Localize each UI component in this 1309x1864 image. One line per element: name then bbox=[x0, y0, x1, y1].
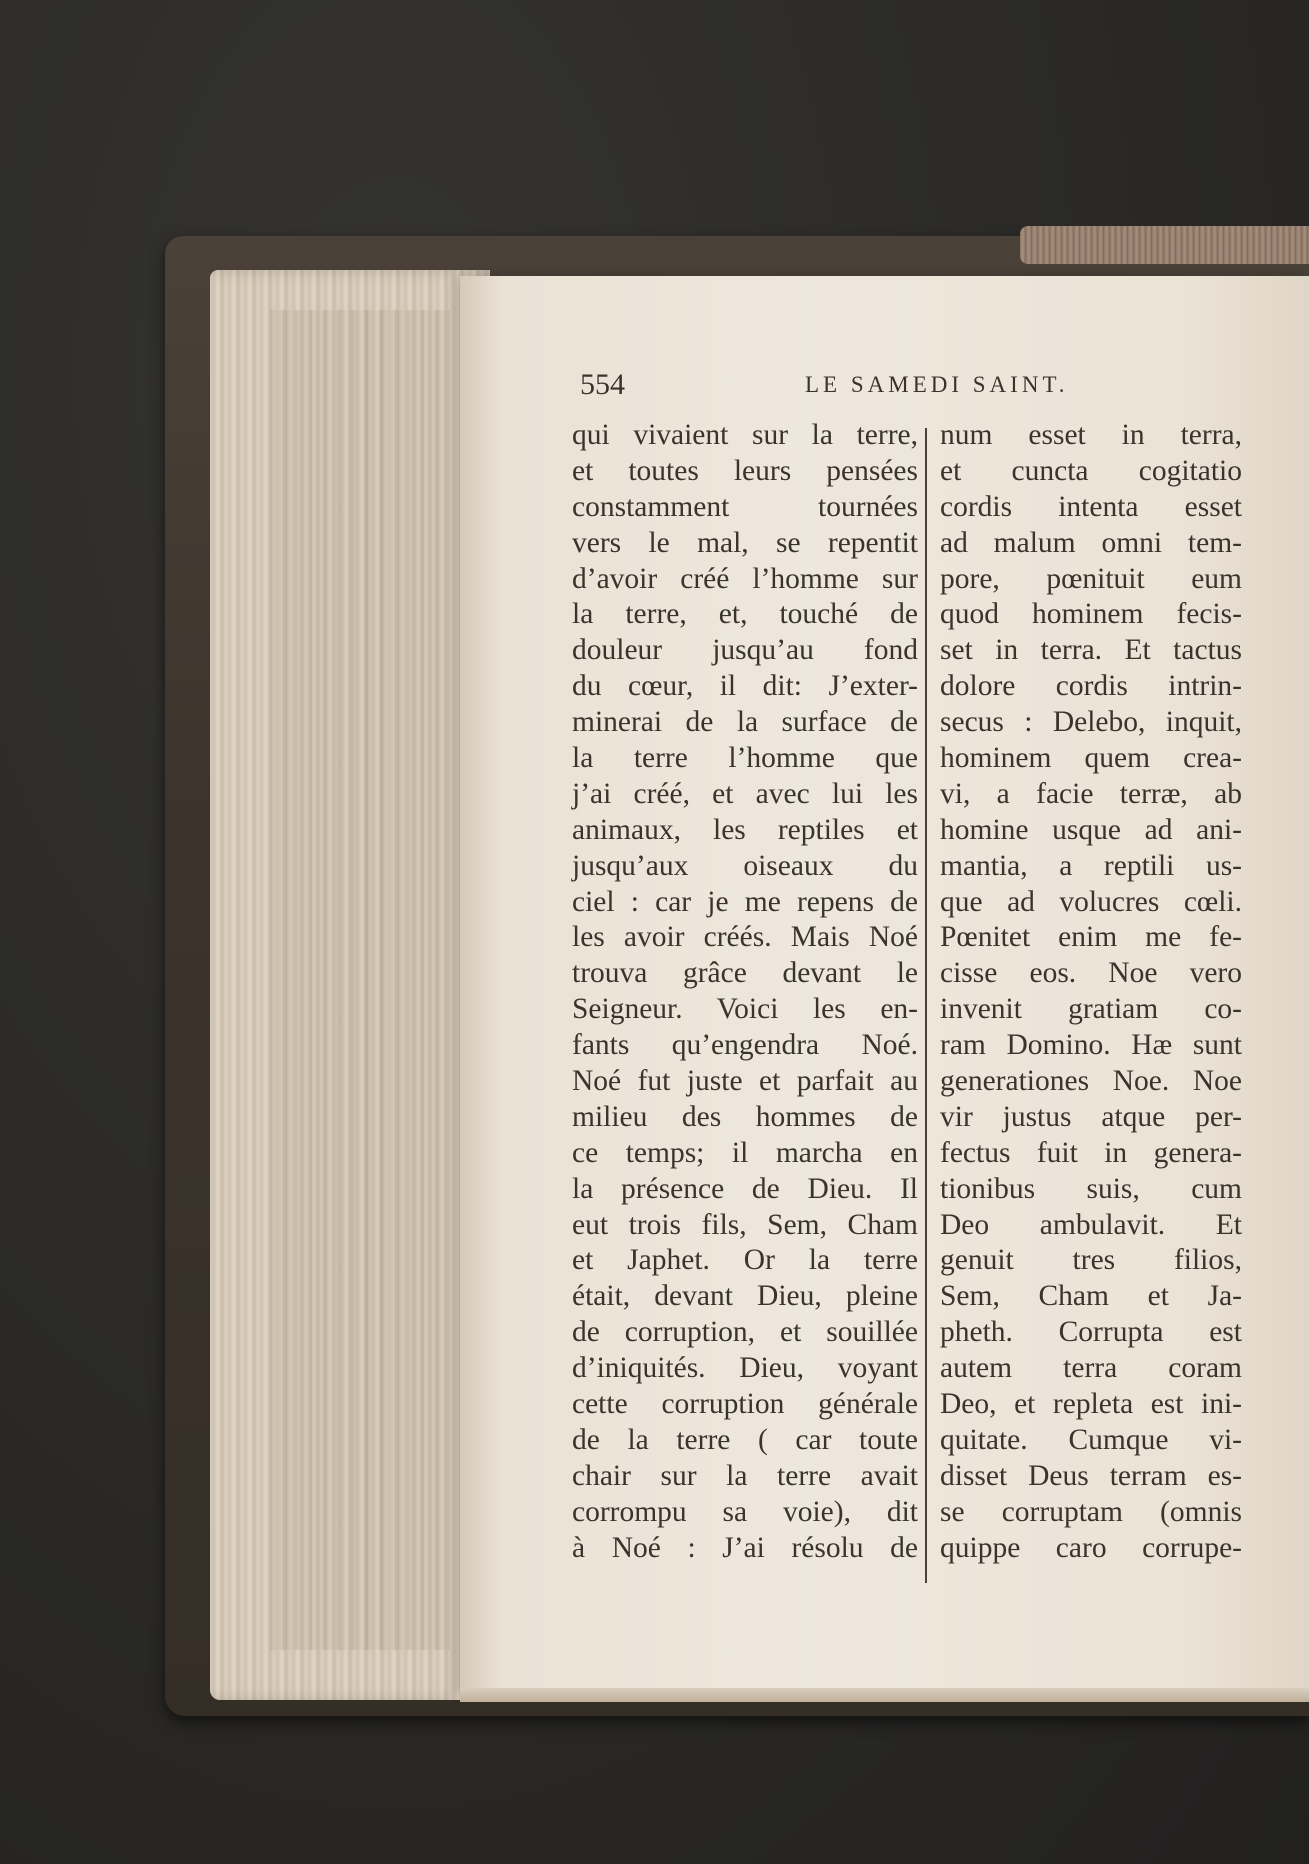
column-divider bbox=[925, 428, 927, 1583]
latin-text-line: secus : Delebo, inquit, bbox=[940, 706, 1242, 739]
page-edges bbox=[210, 270, 490, 1700]
french-text-line: vers le mal, se repentit bbox=[572, 526, 918, 559]
page-header bbox=[580, 368, 1100, 404]
french-text-line: du cœur, il dit: J’exter- bbox=[572, 670, 918, 703]
latin-text-line: ram Domino. Hæ sunt bbox=[940, 1029, 1242, 1062]
french-text-line: milieu des hommes de bbox=[572, 1100, 918, 1133]
french-text-line: Seigneur. Voici les en- bbox=[572, 993, 918, 1026]
latin-text-line: pheth. Corrupta est bbox=[940, 1316, 1242, 1349]
latin-text-line: homine usque ad ani- bbox=[940, 813, 1242, 846]
latin-text-line: se corruptam (omnis bbox=[940, 1495, 1242, 1528]
french-text-line: ciel : car je me repens de bbox=[572, 885, 918, 918]
latin-text-line: invenit gratiam co- bbox=[940, 993, 1242, 1026]
latin-text-line: dolore cordis intrin- bbox=[940, 670, 1242, 703]
french-text-line: était, devant Dieu, pleine bbox=[572, 1280, 918, 1313]
latin-text-line: vi, a facie terræ, ab bbox=[940, 777, 1242, 810]
latin-text-line: Deo ambulavit. Et bbox=[940, 1208, 1242, 1241]
latin-text-line: quitate. Cumque vi- bbox=[940, 1423, 1242, 1456]
french-text-line: de corruption, et souillée bbox=[572, 1316, 918, 1349]
french-text-line: d’avoir créé l’homme sur bbox=[572, 562, 918, 595]
latin-text-line: hominem quem crea- bbox=[940, 742, 1242, 775]
french-text-line: la terre, et, touché de bbox=[572, 598, 918, 631]
french-text-line: les avoir créés. Mais Noé bbox=[572, 921, 918, 954]
book-headband bbox=[1020, 226, 1309, 264]
latin-text-line: que ad volucres cœli. bbox=[940, 885, 1242, 918]
french-text-line: animaux, les reptiles et bbox=[572, 813, 918, 846]
latin-text-line: set in terra. Et tactus bbox=[940, 634, 1242, 667]
latin-text-line: tionibus suis, cum bbox=[940, 1172, 1242, 1205]
french-text-line: fants qu’engendra Noé. bbox=[572, 1029, 918, 1062]
french-text-line: constamment tournées bbox=[572, 490, 918, 523]
latin-text-line: genuit tres filios, bbox=[940, 1244, 1242, 1277]
french-text-line: minerai de la surface de bbox=[572, 706, 918, 739]
latin-text-line: et cuncta cogitatio bbox=[940, 454, 1242, 487]
latin-text-line: num esset in terra, bbox=[940, 419, 1242, 451]
latin-text-line: Pœnitet enim me fe- bbox=[940, 921, 1242, 954]
latin-text-line: cisse eos. Noe vero bbox=[940, 957, 1242, 990]
french-text-line: trouva grâce devant le bbox=[572, 957, 918, 990]
latin-text-line: ad malum omni tem- bbox=[940, 526, 1242, 559]
french-text-line: la terre l’homme que bbox=[572, 742, 918, 775]
french-text-line: Noé fut juste et parfait au bbox=[572, 1065, 918, 1098]
latin-text-line: autem terra coram bbox=[940, 1352, 1242, 1385]
latin-text-line: Deo, et repleta est ini- bbox=[940, 1388, 1242, 1421]
french-text-line: la présence de Dieu. Il bbox=[572, 1172, 918, 1205]
french-text-line: j’ai créé, et avec lui les bbox=[572, 777, 918, 810]
latin-text-line: quod hominem fecis- bbox=[940, 598, 1242, 631]
latin-text-line: vir justus atque per- bbox=[940, 1100, 1242, 1133]
latin-text-line: pore, pœnituit eum bbox=[940, 562, 1242, 595]
french-text-line: qui vivaient sur la terre, bbox=[572, 419, 918, 451]
french-text-line: chair sur la terre avait bbox=[572, 1459, 918, 1492]
french-text-line: et toutes leurs pensées bbox=[572, 454, 918, 487]
latin-text-line: mantia, a reptili us- bbox=[940, 849, 1242, 882]
latin-text-line: generationes Noe. Noe bbox=[940, 1065, 1242, 1098]
latin-text-line: fectus fuit in genera- bbox=[940, 1136, 1242, 1169]
french-text-line: et Japhet. Or la terre bbox=[572, 1244, 918, 1277]
french-text-line: eut trois fils, Sem, Cham bbox=[572, 1208, 918, 1241]
latin-text-line: cordis intenta esset bbox=[940, 490, 1242, 523]
latin-text-line: disset Deus terram es- bbox=[940, 1459, 1242, 1492]
french-text-line: douleur jusqu’au fond bbox=[572, 634, 918, 667]
latin-text-line: Sem, Cham et Ja- bbox=[940, 1280, 1242, 1313]
french-text-line: cette corruption générale bbox=[572, 1388, 918, 1421]
french-text-line: d’iniquités. Dieu, voyant bbox=[572, 1352, 918, 1385]
french-text-line: de la terre ( car toute bbox=[572, 1423, 918, 1456]
french-text-line: à Noé : J’ai résolu de bbox=[572, 1531, 918, 1564]
french-text-line: corrompu sa voie), dit bbox=[572, 1495, 918, 1528]
page-number: 554 bbox=[580, 368, 625, 401]
french-text-line: ce temps; il marcha en bbox=[572, 1136, 918, 1169]
french-text-line: jusqu’aux oiseaux du bbox=[572, 849, 918, 882]
french-column bbox=[572, 418, 918, 1567]
running-head: LE SAMEDI SAINT. bbox=[805, 372, 1069, 397]
latin-column bbox=[940, 418, 1242, 1567]
latin-text-line: quippe caro corrupe- bbox=[940, 1531, 1242, 1564]
